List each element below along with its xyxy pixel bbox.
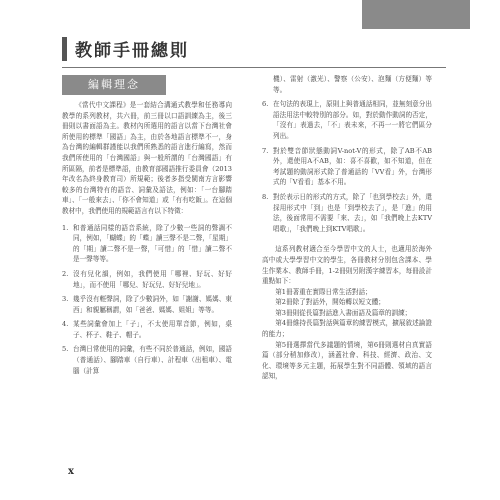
left-column — [62, 100, 232, 380]
item-number: 4. — [62, 320, 69, 329]
body-line: 第2冊除了對話外，開始轉以短文體； — [275, 298, 385, 307]
item-text: 在句法的表現上，原則上與普通話相同，並無刻意分出語法用法中較特別的部分。如，對於動作動詞的否定，「沒有」表過去，「不」表未來，不再一一將它們區分列出。 — [273, 100, 432, 140]
list-item — [262, 146, 432, 188]
item-text: 對於雙音節狀態動詞V-not-V的形式，除了AB不AB外，還使用A不AB，如：喜不喜歡，如不知道，但在考試題的動詞形式除了普通話的「VV看」外，台灣形式的「V看看」基本不用。 — [273, 146, 432, 187]
left-numbered-list — [62, 223, 232, 377]
item-text: 沒有兒化韻，例如，我們使用「哪裡、好玩、好好地」，而不使用「哪兒、好玩兒、好好兒地」。 — [73, 269, 232, 289]
right-column — [262, 74, 432, 382]
section-label: 編輯理念 — [62, 75, 166, 95]
list-item — [262, 99, 432, 141]
list-item — [62, 223, 232, 265]
intro-paragraph: 《當代中文課程》是一套結合溝通式教學和任務導向教學的系列教材，共六冊，前三冊以口語訓練為主，後三冊則以書面語為主。教材內所選用的語言以當下台灣社會所使用的標準「國語」為主，由於各地語言標準不一，身為台灣的編輯群謹能以我們所熟悉的語言進行編寫，然而我們所使用的「台灣國語」與一般所謂的「台灣國語」有所區隔，前者是標準語，由教育部國語推行委員會（2013年改名為終身教育司）所規範；後者多指受閩南方言影響較多的台灣特有的語音、詞彙及語法，例如：「一台腳踏車」、「一般來去」、「你不會知道」或「有有吃飯」。在這個教材中，我們使用的規範語言有以下特徵： — [62, 101, 232, 215]
item-text: 某些詞彙會加上「子」，不太使用單音節，例如，桌子、杯子、鞋子、帽子。 — [73, 320, 232, 339]
list-item — [62, 344, 232, 376]
volume-description — [262, 244, 432, 382]
title-accent-bar — [62, 37, 67, 61]
title-block — [62, 36, 189, 61]
item-number: 1. — [62, 223, 69, 232]
body-line: 這系列教材適合至今學習中文的人士，也適用於海外高中或大學學習中文的學生，各冊教材分別包含課本、學生作業本、教師手冊，1-2冊則另附漢字練習本，每冊設計重點如下： — [262, 245, 432, 286]
body-line: 第5冊選擇當代多議題的情境，第6冊則選材自真實語篇（部分稍加修改），涵蓋社會、科技、經濟、政治、文化、環境等多元主題，拓展學生對不同語體、領域的語言認知， — [262, 340, 432, 381]
list-item — [62, 294, 232, 315]
title-underline — [62, 67, 446, 68]
item-number: 8. — [262, 192, 269, 201]
body-line: 第1冊著重在實際日常生活對話； — [275, 287, 372, 296]
list-item — [62, 319, 232, 340]
item-number: 6. — [262, 100, 269, 109]
body-line: 第4冊維持長篇對話與篇章的練習模式，擴展敘述論證的能力； — [262, 319, 432, 339]
list-item — [62, 269, 232, 290]
item-number: 5. — [62, 345, 69, 354]
body-line: 第3冊則從長篇對話進入書面語及篇章的訓練； — [275, 308, 412, 317]
list-continuation: 機）、雷射（激光）、警察（公安）、泡麵（方便麵）等等。 — [273, 75, 432, 94]
item-number: 2. — [62, 269, 69, 278]
item-text: 台灣日常使用的詞彙，有些不同於普通話，例如，國語（普通話）、腳踏車（自行車）、計程車（出租車）、電腦（計算 — [73, 345, 232, 375]
item-text: 和普通話同樣的語音系統，除了少數一些詞的聲調不同，例如，「蝴蝶」的「蝶」讀三聲不是二聲，「星期」的「期」讀二聲不是一聲，「可惜」的「惜」讀二聲不是一聲等等。 — [73, 223, 232, 264]
item-number: 3. — [62, 295, 69, 304]
page-number: x — [68, 466, 74, 477]
list-item — [262, 192, 432, 234]
item-number: 7. — [262, 146, 269, 155]
item-text: 幾乎沒有輕聲詞，除了少數詞外，如「謝謝、媽媽、東西」和親屬稱謂，如「爸爸、媽媽、姐姐」等等。 — [73, 295, 232, 314]
corner-tab — [362, 0, 470, 29]
page-title: 教師手冊總則 — [75, 41, 189, 61]
item-text: 對於表示日的形式的方式，除了「也到學校去」外，還採用形式中「到」也是「到學校去了」，是「進」的用法，後面常用不需要「來、去」，如「我們晚上去KTV唱歌」，「我們晚上到KTV唱歌」。 — [273, 192, 432, 233]
